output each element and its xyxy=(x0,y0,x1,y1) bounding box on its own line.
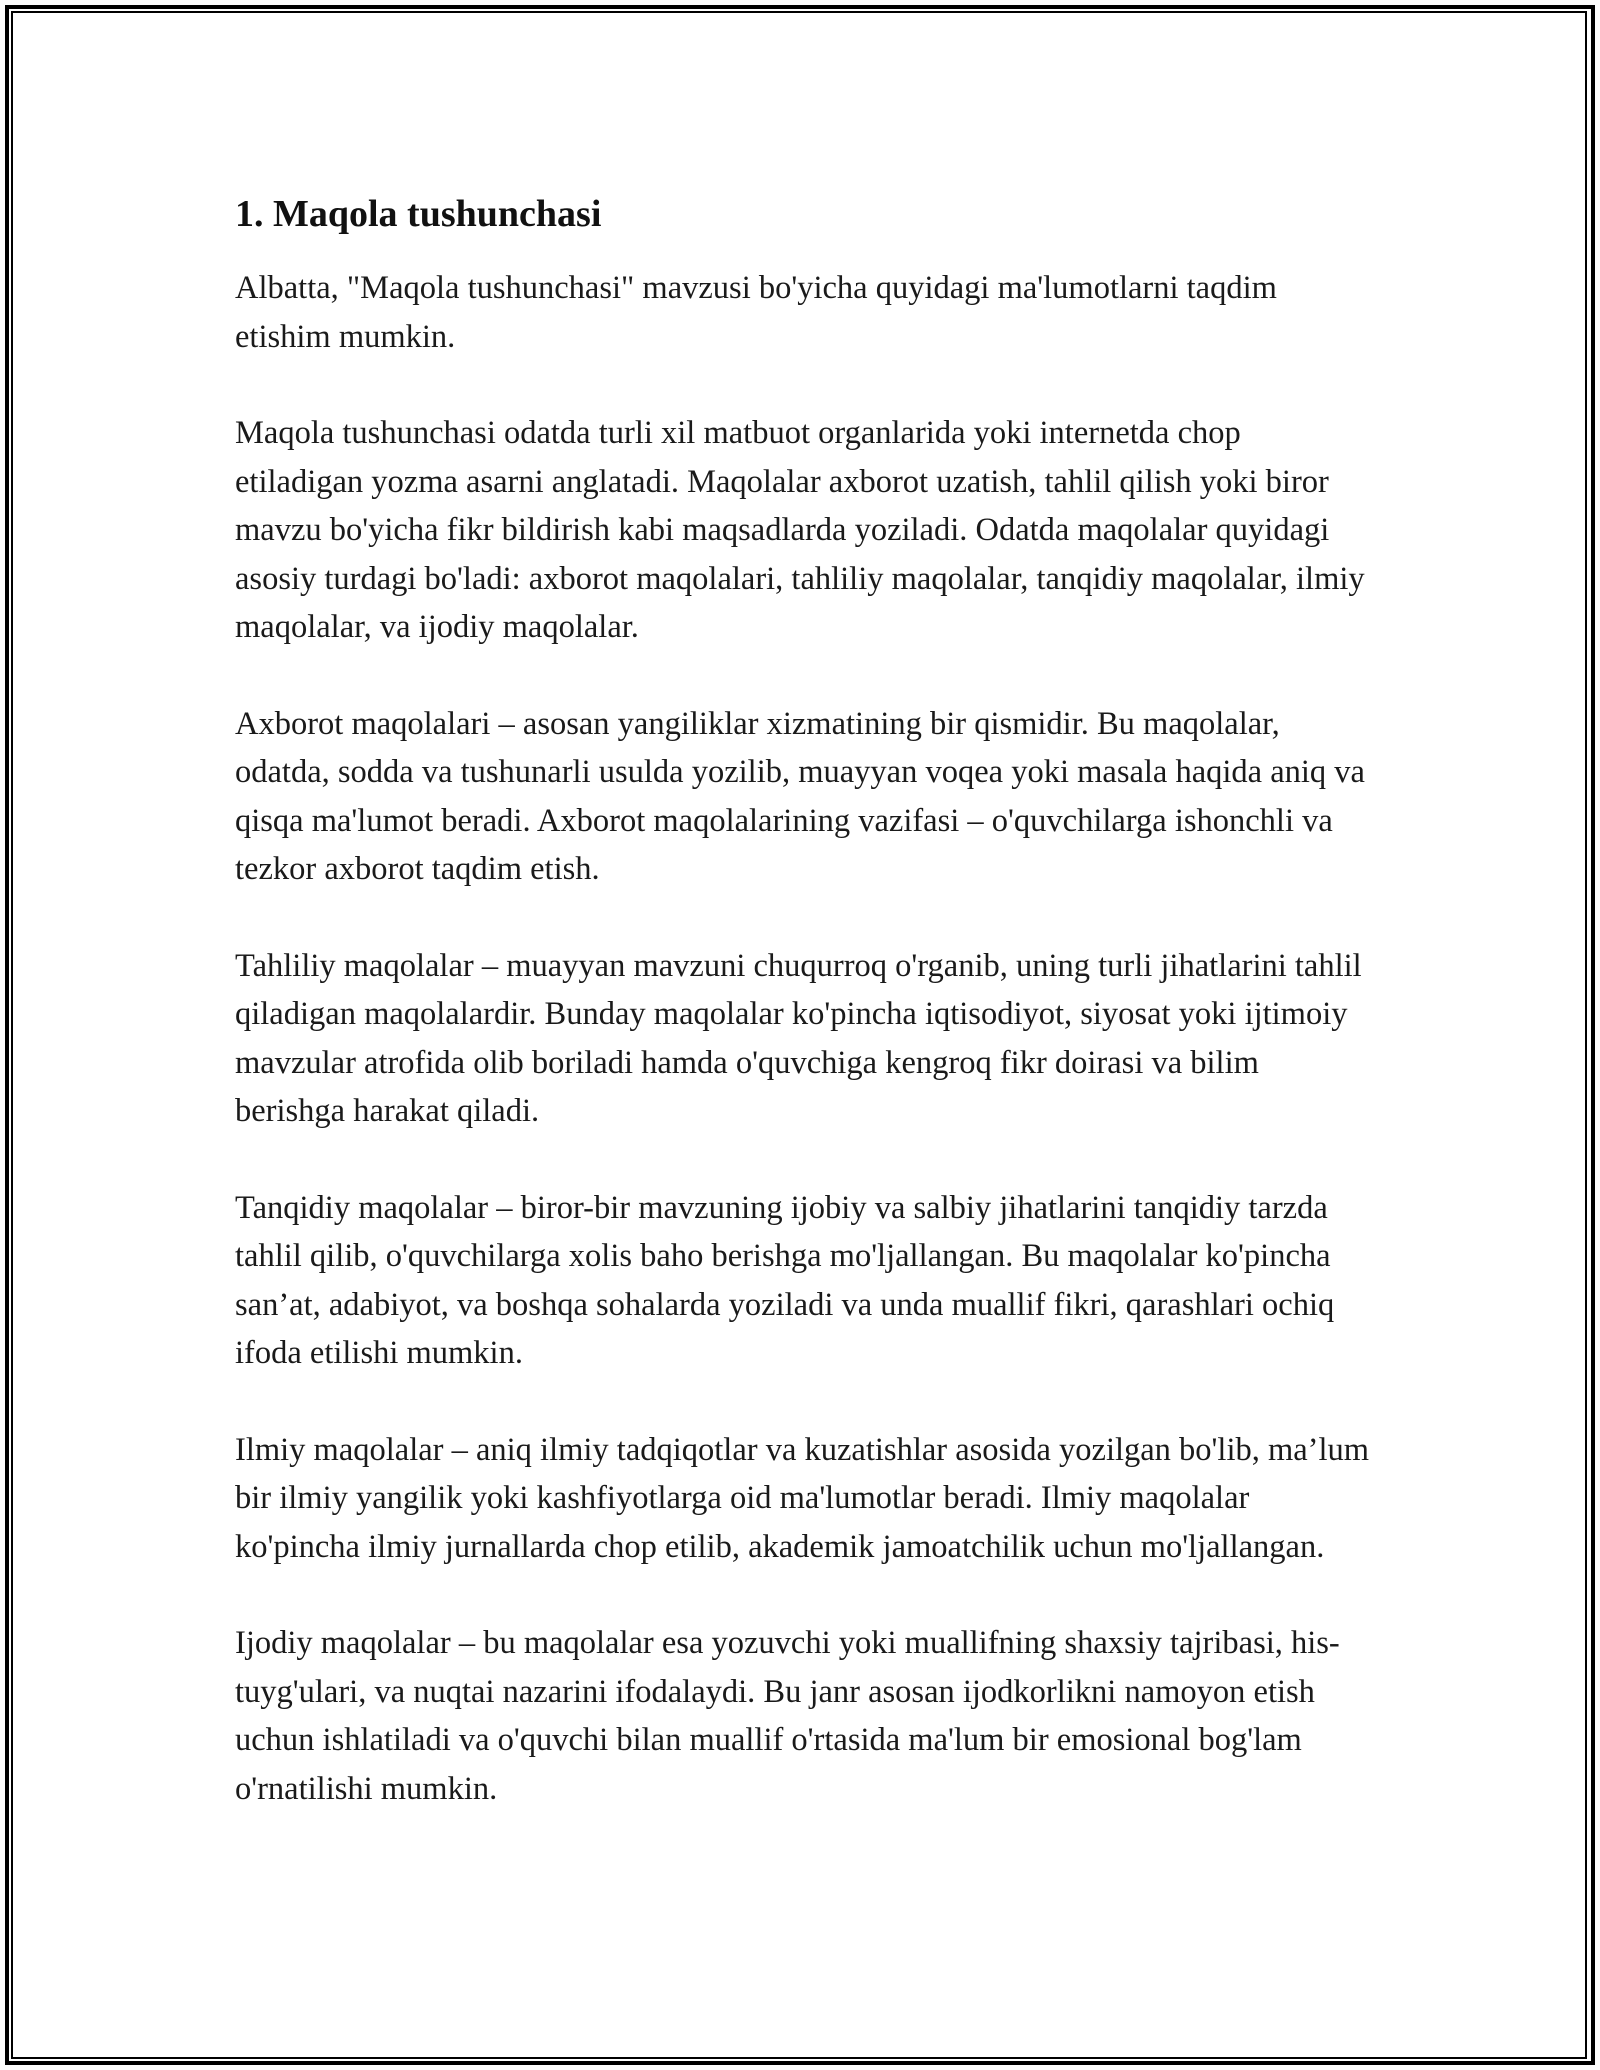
document-body xyxy=(235,190,1375,1861)
paragraph-critical-articles: Tanqidiy maqolalar – biror-bir mavzuning ijobiy va salbiy jihatlarini tanqidiy tarzda tahlil qilib, o'quvchilarga xolis baho berishga mo'ljallangan. Bu maqolalar ko'pincha san’at, adabiyot, va boshqa sohalarda yoziladi va unda muallif fikri, qarashlari ochiq ifoda etilishi mumkin. xyxy=(235,1189,1335,1371)
paragraph-news-articles: Axborot maqolalari – asosan yangiliklar xizmatining bir qismidir. Bu maqolalar, odatda, sodda va tushunarli usulda yozilib, muayyan voqea yoki masala haqida aniq va qisqa ma'lumot beradi. Axborot maqolalarining vazifasi – o'quvchilarga ishonchli va tezkor axborot taqdim etish. xyxy=(235,705,1365,887)
paragraph-scientific-articles: Ilmiy maqolalar – aniq ilmiy tadqiqotlar va kuzatishlar asosida yozilgan bo'lib, ma’lum bir ilmiy yangilik yoki kashfiyotlarga oid ma'lumotlar beradi. Ilmiy maqolalar ko'pincha ilmiy jurnallarda chop etilib, akademik jamoatchilik uchun mo'ljallangan. xyxy=(235,1431,1370,1565)
paragraph-definition: Maqola tushunchasi odatda turli xil matbuot organlarida yoki internetda chop etiladigan yozma asarni anglatadi. Maqolalar axborot uzatish, tahlil qilish yoki biror mavzu bo'yicha fikr bildirish kabi maqsadlarda yoziladi. Odatda maqolalar quyidagi asosiy turdagi bo'ladi: axborot maqolalari, tahliliy maqolalar, tanqidiy maqolalar, ilmiy maqolalar, va ijodiy maqolalar. xyxy=(235,415,1365,645)
paragraph-intro: Albatta, "Maqola tushunchasi" mavzusi bo'yicha quyidagi ma'lumotlarni taqdim etishim mumkin. xyxy=(235,270,1277,355)
paragraph-creative-articles: Ijodiy maqolalar – bu maqolalar esa yozuvchi yoki muallifning shaxsiy tajribasi, his-tuyg'ulari, va nuqtai nazarini ifodalaydi. Bu janr asosan ijodkorlikni namoyon etish uchun ishlatiladi va o'quvchi bilan muallif o'rtasida ma'lum bir emosional bog'lam o'rnatilishi mumkin. xyxy=(235,1625,1340,1807)
page-title: 1. Maqola tushunchasi xyxy=(235,193,602,235)
paragraph-analytical-articles: Tahliliy maqolalar – muayyan mavzuni chuqurroq o'rganib, uning turli jihatlarini tahlil qiladigan maqolalardir. Bunday maqolalar ko'pincha iqtisodiyot, siyosat yoki ijtimoiy mavzular atrofida olib boriladi hamda o'quvchiga kengroq fikr doirasi va bilim berishga harakat qiladi. xyxy=(235,947,1362,1129)
